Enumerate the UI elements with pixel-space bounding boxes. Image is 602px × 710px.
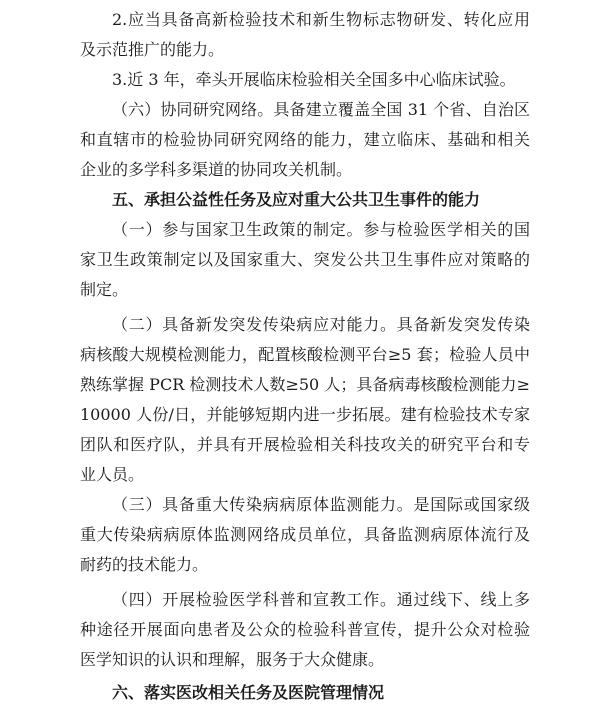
section-heading: 五、承担公益性任务及应对重大公共卫生事件的能力 [112, 190, 481, 209]
paragraph-line: 团队和医疗队，并具有开展检验相关科技攻关的研究平台和专 [80, 435, 530, 454]
paragraph-line: （三）具备重大传染病病原体监测能力。是国际或国家级 [112, 495, 530, 514]
paragraph-line: 熟练掌握 PCR 检测技术人数≥50 人；具备病毒核酸检测能力≥ [80, 375, 530, 394]
paragraph-line: 2.应当具备高新检验技术和新生物标志物研发、转化应用 [112, 10, 530, 29]
paragraph-line: 家卫生政策制定以及国家重大、突发公共卫生事件应对策略的 [80, 250, 530, 269]
paragraph-line: 及示范推广的能力。 [80, 40, 225, 59]
paragraph-line: 病核酸大规模检测能力，配置核酸检测平台≥5 套；检验人员中 [80, 345, 530, 364]
paragraph-line: 种途径开展面向患者及公众的检验科普宣传，提升公众对检验 [80, 620, 530, 639]
paragraph-line: 10000 人份/日，并能够短期内进一步拓展。建有检验技术专家 [80, 405, 530, 424]
paragraph-line: （四）开展检验医学科普和宣教工作。通过线下、线上多 [112, 590, 530, 609]
paragraph-line: 耐药的技术能力。 [80, 555, 209, 574]
paragraph-line: 制定。 [80, 280, 129, 299]
paragraph-line: （二）具备新发突发传染病应对能力。具备新发突发传染 [112, 315, 530, 334]
paragraph-line: 业人员。 [80, 465, 145, 484]
paragraph-line: 和直辖市的检验协同研究网络的能力，建立临床、基础和相关 [80, 130, 530, 149]
paragraph-line: 重大传染病病原体监测网络成员单位，具备监测病原体流行及 [80, 525, 530, 544]
paragraph-line: 3.近 3 年，牵头开展临床检验相关全国多中心临床试验。 [112, 70, 516, 89]
section-heading: 六、落实医改相关任务及医院管理情况 [112, 683, 385, 702]
paragraph-line: 企业的多学科多渠道的协同攻关机制。 [80, 160, 353, 179]
paragraph-line: （六）协同研究网络。具备建立覆盖全国 31 个省、自治区 [112, 100, 530, 119]
paragraph-line: 医学知识的认识和理解，服务于大众健康。 [80, 650, 385, 669]
paragraph-line: （一）参与国家卫生政策的制定。参与检验医学相关的国 [112, 220, 530, 239]
